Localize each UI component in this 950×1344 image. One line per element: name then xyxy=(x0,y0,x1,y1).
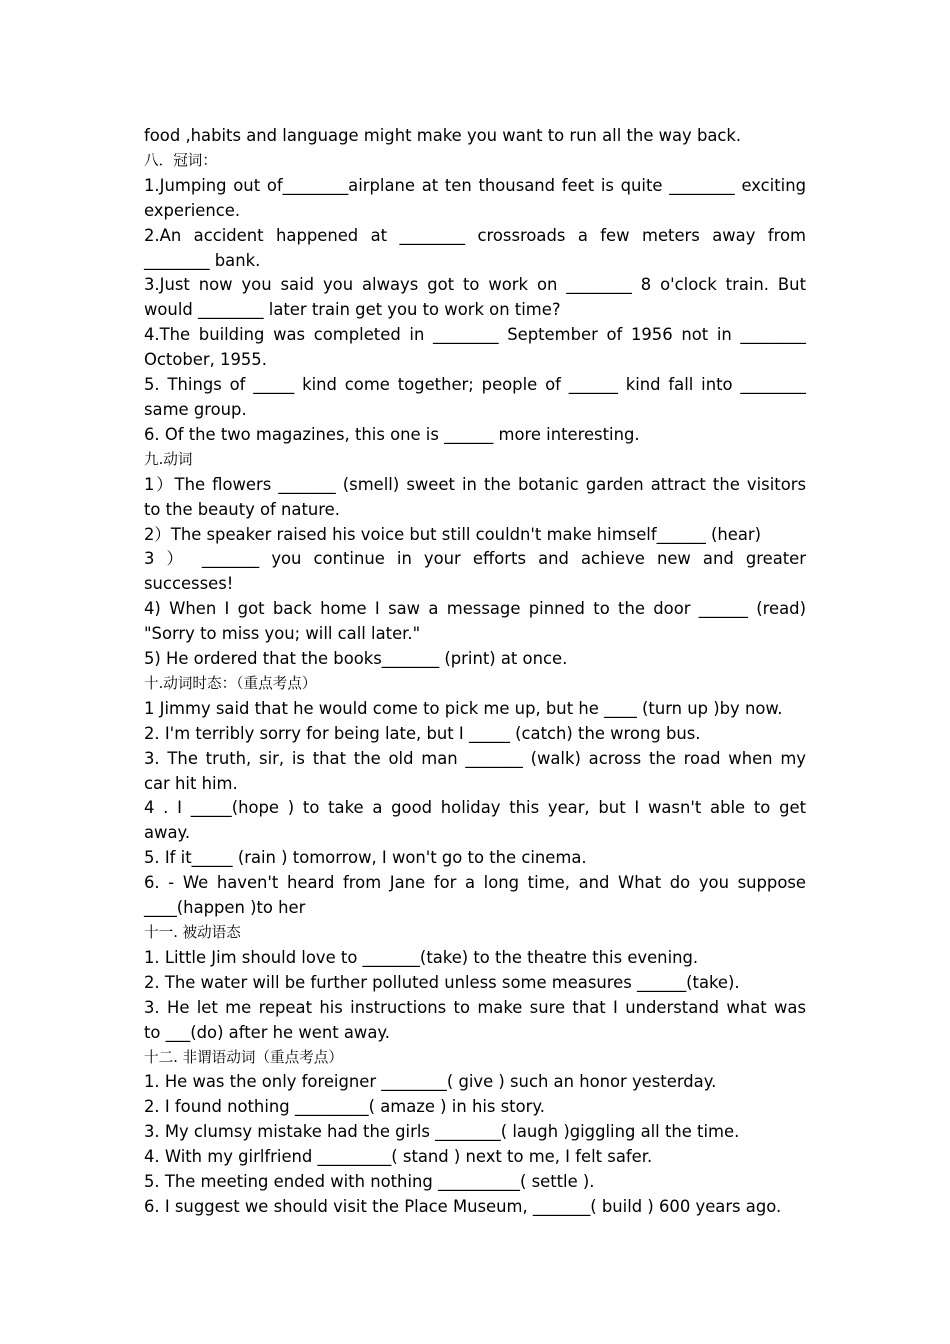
text-line: 5. If it_____ (rain ) tomorrow, I won't go to the cinema. xyxy=(144,848,587,868)
text-line: 3.Just now you said you always got to work on ________ 8 o'clock train. But xyxy=(144,275,806,295)
text-line: would ________ later train get you to work on time? xyxy=(144,300,561,320)
text-line: 5) He ordered that the books_______ (print) at once. xyxy=(144,649,568,669)
text-line: 6. I suggest we should visit the Place Museum, _______( build ) 600 years ago. xyxy=(144,1196,782,1216)
text-line: successes! xyxy=(144,574,234,594)
text-line: 5. Things of _____ kind come together; people of ______ kind fall into ________ xyxy=(144,375,806,395)
text-line: 4) When I got back home I saw a message pinned to the door ______ (read) xyxy=(144,599,806,619)
text-line: 2）The speaker raised his voice but still couldn't make himself______ (hear) xyxy=(144,524,762,544)
text-line: ________ bank. xyxy=(144,250,261,270)
text-line: 2. I'm terribly sorry for being late, but I _____ (catch) the wrong bus. xyxy=(144,723,701,743)
text-line: away. xyxy=(144,823,191,843)
text-line: "Sorry to miss you; will call later." xyxy=(144,624,421,644)
text-line: 3. The truth, sir, is that the old man _______ (walk) across the road when my xyxy=(144,748,806,768)
text-line: experience. xyxy=(144,200,241,220)
text-line: 3 ） _______ you continue in your efforts and achieve new and greater xyxy=(144,549,806,569)
section-heading: 九.动词 xyxy=(144,450,193,468)
text-line: 1.Jumping out of________airplane at ten thousand feet is quite ________ exciting xyxy=(144,175,806,195)
text-line: to the beauty of nature. xyxy=(144,499,340,519)
text-line: 3. My clumsy mistake had the girls ________( laugh )giggling all the time. xyxy=(144,1122,740,1142)
text-line: 3. He let me repeat his instructions to make sure that I understand what was xyxy=(144,997,806,1017)
text-line: 1. He was the only foreigner ________( give ) such an honor yesterday. xyxy=(144,1072,717,1092)
text-line: 1）The flowers _______ (smell) sweet in the botanic garden attract the visitors xyxy=(144,474,806,494)
text-line: 4. With my girlfriend _________( stand ) next to me, I felt safer. xyxy=(144,1147,653,1167)
text-line: 4.The building was completed in ________ September of 1956 not in ________ xyxy=(144,325,806,345)
text-line: 2. I found nothing _________( amaze ) in his story. xyxy=(144,1097,545,1117)
section-heading: 十.动词时态：（重点考点） xyxy=(144,674,317,692)
text-line: 6. - We haven't heard from Jane for a long time, and What do you suppose xyxy=(144,873,806,893)
section-heading: 八．冠词： xyxy=(144,151,217,169)
text-line: 1. Little Jim should love to _______(take) to the theatre this evening. xyxy=(144,947,699,967)
text-line: ____(happen )to her xyxy=(144,898,306,918)
document-page xyxy=(144,124,806,1220)
text-line: car hit him. xyxy=(144,773,238,793)
text-line: 2. The water will be further polluted unless some measures ______(take). xyxy=(144,972,740,992)
text-line: same group. xyxy=(144,399,247,419)
text-line: food ,habits and language might make you want to run all the way back. xyxy=(144,126,742,145)
text-line: to ___(do) after he went away. xyxy=(144,1022,390,1042)
text-line: 5. The meeting ended with nothing __________( settle ). xyxy=(144,1172,595,1192)
text-line: 1 Jimmy said that he would come to pick me up, but he ____ (turn up )by now. xyxy=(144,698,783,718)
section-heading: 十一. 被动语态 xyxy=(144,924,241,941)
text-line: October, 1955. xyxy=(144,350,267,370)
text-line: 6. Of the two magazines, this one is ______ more interesting. xyxy=(144,424,640,444)
text-line: 2.An accident happened at ________ crossroads a few meters away from xyxy=(144,225,806,245)
text-line: 4 . I _____(hope ) to take a good holiday this year, but I wasn't able to get xyxy=(144,798,806,818)
section-heading: 十二. 非谓语动词（重点考点） xyxy=(144,1048,343,1066)
